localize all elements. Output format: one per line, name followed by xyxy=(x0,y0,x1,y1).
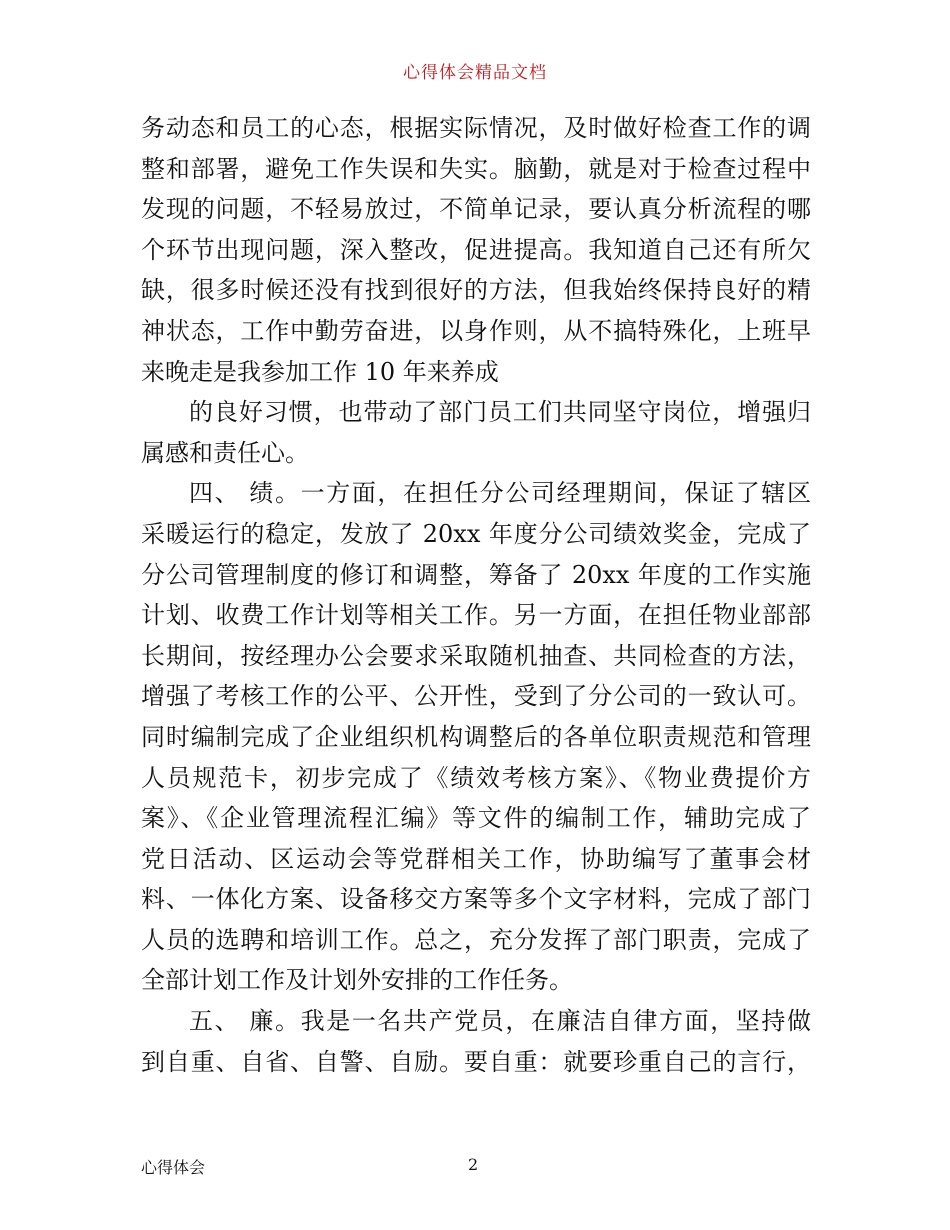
body-line: 计划、收费工作计划等相关工作。另一方面，在担任物业部部 xyxy=(141,601,811,630)
page-number: 2 xyxy=(468,1155,479,1174)
body-line: 料、一体化方案、设备移交方案等多个文字材料，完成了部门 xyxy=(141,885,811,914)
body-line: 属感和责任心。 xyxy=(141,438,309,467)
body-line: 神状态，工作中勤劳奋进，以身作则，从不搞特殊化，上班早 xyxy=(141,316,811,345)
body-line: 长期间，按经理办公会要求采取随机抽查、共同检查的方法， xyxy=(141,641,811,670)
body-line: 同时编制完成了企业组织机构调整后的各单位职责规范和管理 xyxy=(141,722,811,751)
body-line: 发现的问题，不轻易放过，不简单记录，要认真分析流程的哪 xyxy=(141,195,811,224)
body-line: 人员的选聘和培训工作。总之，充分发挥了部门职责，完成了 xyxy=(141,925,811,954)
body-line: 全部计划工作及计划外安排的工作任务。 xyxy=(141,966,573,995)
body-line: 到自重、自省、自警、自励。要自重：就要珍重自己的言行， xyxy=(141,1047,811,1076)
document-body xyxy=(141,108,811,1082)
body-line: 人员规范卡，初步完成了《绩效考核方案》、《物业费提价方 xyxy=(141,763,811,792)
body-line: 五、 廉。我是一名共产党员，在廉洁自律方面，坚持做 xyxy=(189,1007,811,1036)
footer-label: 心得体会 xyxy=(141,1158,206,1177)
body-line: 缺，很多时候还没有找到很好的方法，但我始终保持良好的精 xyxy=(141,276,811,305)
body-line: 四、 绩。一方面，在担任分公司经理期间，保证了辖区 xyxy=(189,479,811,508)
body-line: 来晚走是我参加工作 10 年来养成 xyxy=(141,357,499,386)
body-line: 增强了考核工作的公平、公开性，受到了分公司的一致认可。 xyxy=(141,682,811,711)
body-line: 采暖运行的稳定，发放了 20xx 年度分公司绩效奖金，完成了 xyxy=(141,519,811,548)
body-line: 党日活动、区运动会等党群相关工作，协助编写了董事会材 xyxy=(141,844,811,873)
body-line: 个环节出现问题，深入整改，促进提高。我知道自己还有所欠 xyxy=(141,235,811,264)
body-line: 分公司管理制度的修订和调整，筹备了 20xx 年度的工作实施 xyxy=(141,560,811,589)
page-header: 心得体会精品文档 xyxy=(403,63,547,83)
body-line: 案》、《企业管理流程汇编》等文件的编制工作，辅助完成了 xyxy=(141,804,811,833)
body-line: 务动态和员工的心态，根据实际情况，及时做好检查工作的调 xyxy=(141,114,811,142)
body-line: 整和部署，避免工作失误和失实。脑勤，就是对于检查过程中 xyxy=(141,154,811,183)
body-line: 的良好习惯，也带动了部门员工们共同坚守岗位，增强归 xyxy=(189,398,811,427)
